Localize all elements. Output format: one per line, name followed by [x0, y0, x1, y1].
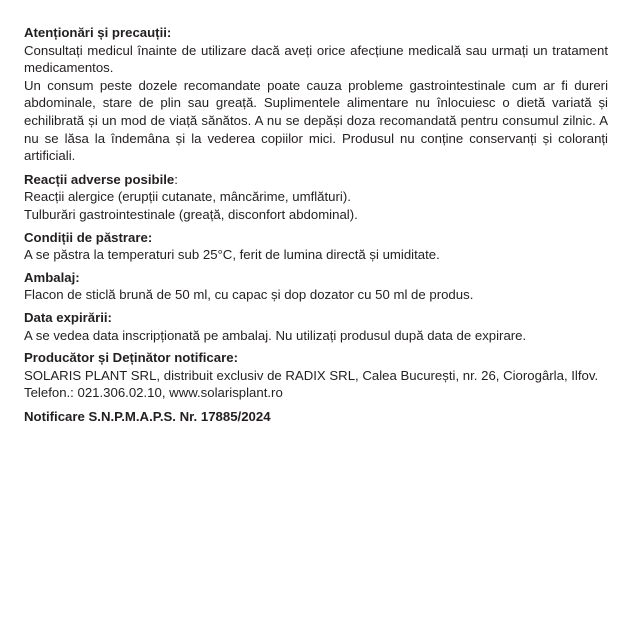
producer-heading: Producător și Deținător notificare: — [24, 350, 238, 366]
producer-section — [24, 349, 608, 402]
precautions-section — [24, 24, 608, 165]
storage-text: A se păstra la temperaturi sub 25°C, ferit de lumina directă și umiditate. — [24, 247, 440, 263]
notification-number: Notificare S.N.P.M.A.P.S. Nr. 17885/2024 — [24, 408, 271, 424]
storage-section — [24, 229, 608, 264]
producer-text: SOLARIS PLANT SRL, distribuit exclusiv de RADIX SRL, Calea București, nr. 26, Ciorogârla, Ilfov. — [24, 367, 599, 383]
packaging-section — [24, 269, 608, 304]
packaging-heading: Ambalaj: — [24, 269, 80, 285]
adverse-reaction-gastro: Tulburări gastrointestinale (greață, disconfort abdominal). — [24, 206, 358, 222]
expiry-section — [24, 309, 608, 344]
expiry-heading: Data expirării: — [24, 309, 112, 325]
producer-contact: Telefon.: 021.306.02.10, www.solarisplant.ro — [24, 385, 283, 401]
adverse-reactions-section — [24, 171, 608, 224]
adverse-reaction-allergic: Reacții alergice (erupții cutanate, mâncărime, umflături). — [24, 189, 351, 205]
packaging-text: Flacon de sticlă brună de 50 ml, cu capac și dop dozator cu 50 ml de produs. — [24, 287, 474, 303]
adverse-reactions-heading-colon: : — [174, 171, 178, 187]
expiry-text: A se vedea data inscripționată pe ambalaj. Nu utilizați produsul după data de expirare. — [24, 327, 527, 343]
adverse-reactions-heading-text: Reacții adverse posibile — [24, 171, 175, 187]
notification-section — [24, 408, 608, 426]
precautions-heading: Atenționări și precauții: — [24, 25, 172, 40]
storage-heading: Condiții de păstrare: — [24, 229, 153, 245]
adverse-reactions-heading — [24, 171, 608, 189]
product-leaflet — [24, 24, 608, 425]
precautions-paragraph-2: Un consum peste dozele recomandate poate cauza probleme gastrointestinale cum ar fi dureri abdominale, stare de plin sau greață. Suplimentele alimentare nu înlocuiesc o dietă variată și echilibrată și un mod de viață sănătos. A nu se depăși doza recomandată pentru consumul zilnic. A nu se lăsa la îndemâna și la vederea copiilor mici. Produsul nu conține conservanți și coloranți artificiali. — [24, 77, 608, 164]
precautions-paragraph-1: Consultați medicul înainte de utilizare dacă aveți orice afecțiune medicală sau urmați un tratament medicamentos. — [24, 42, 608, 76]
